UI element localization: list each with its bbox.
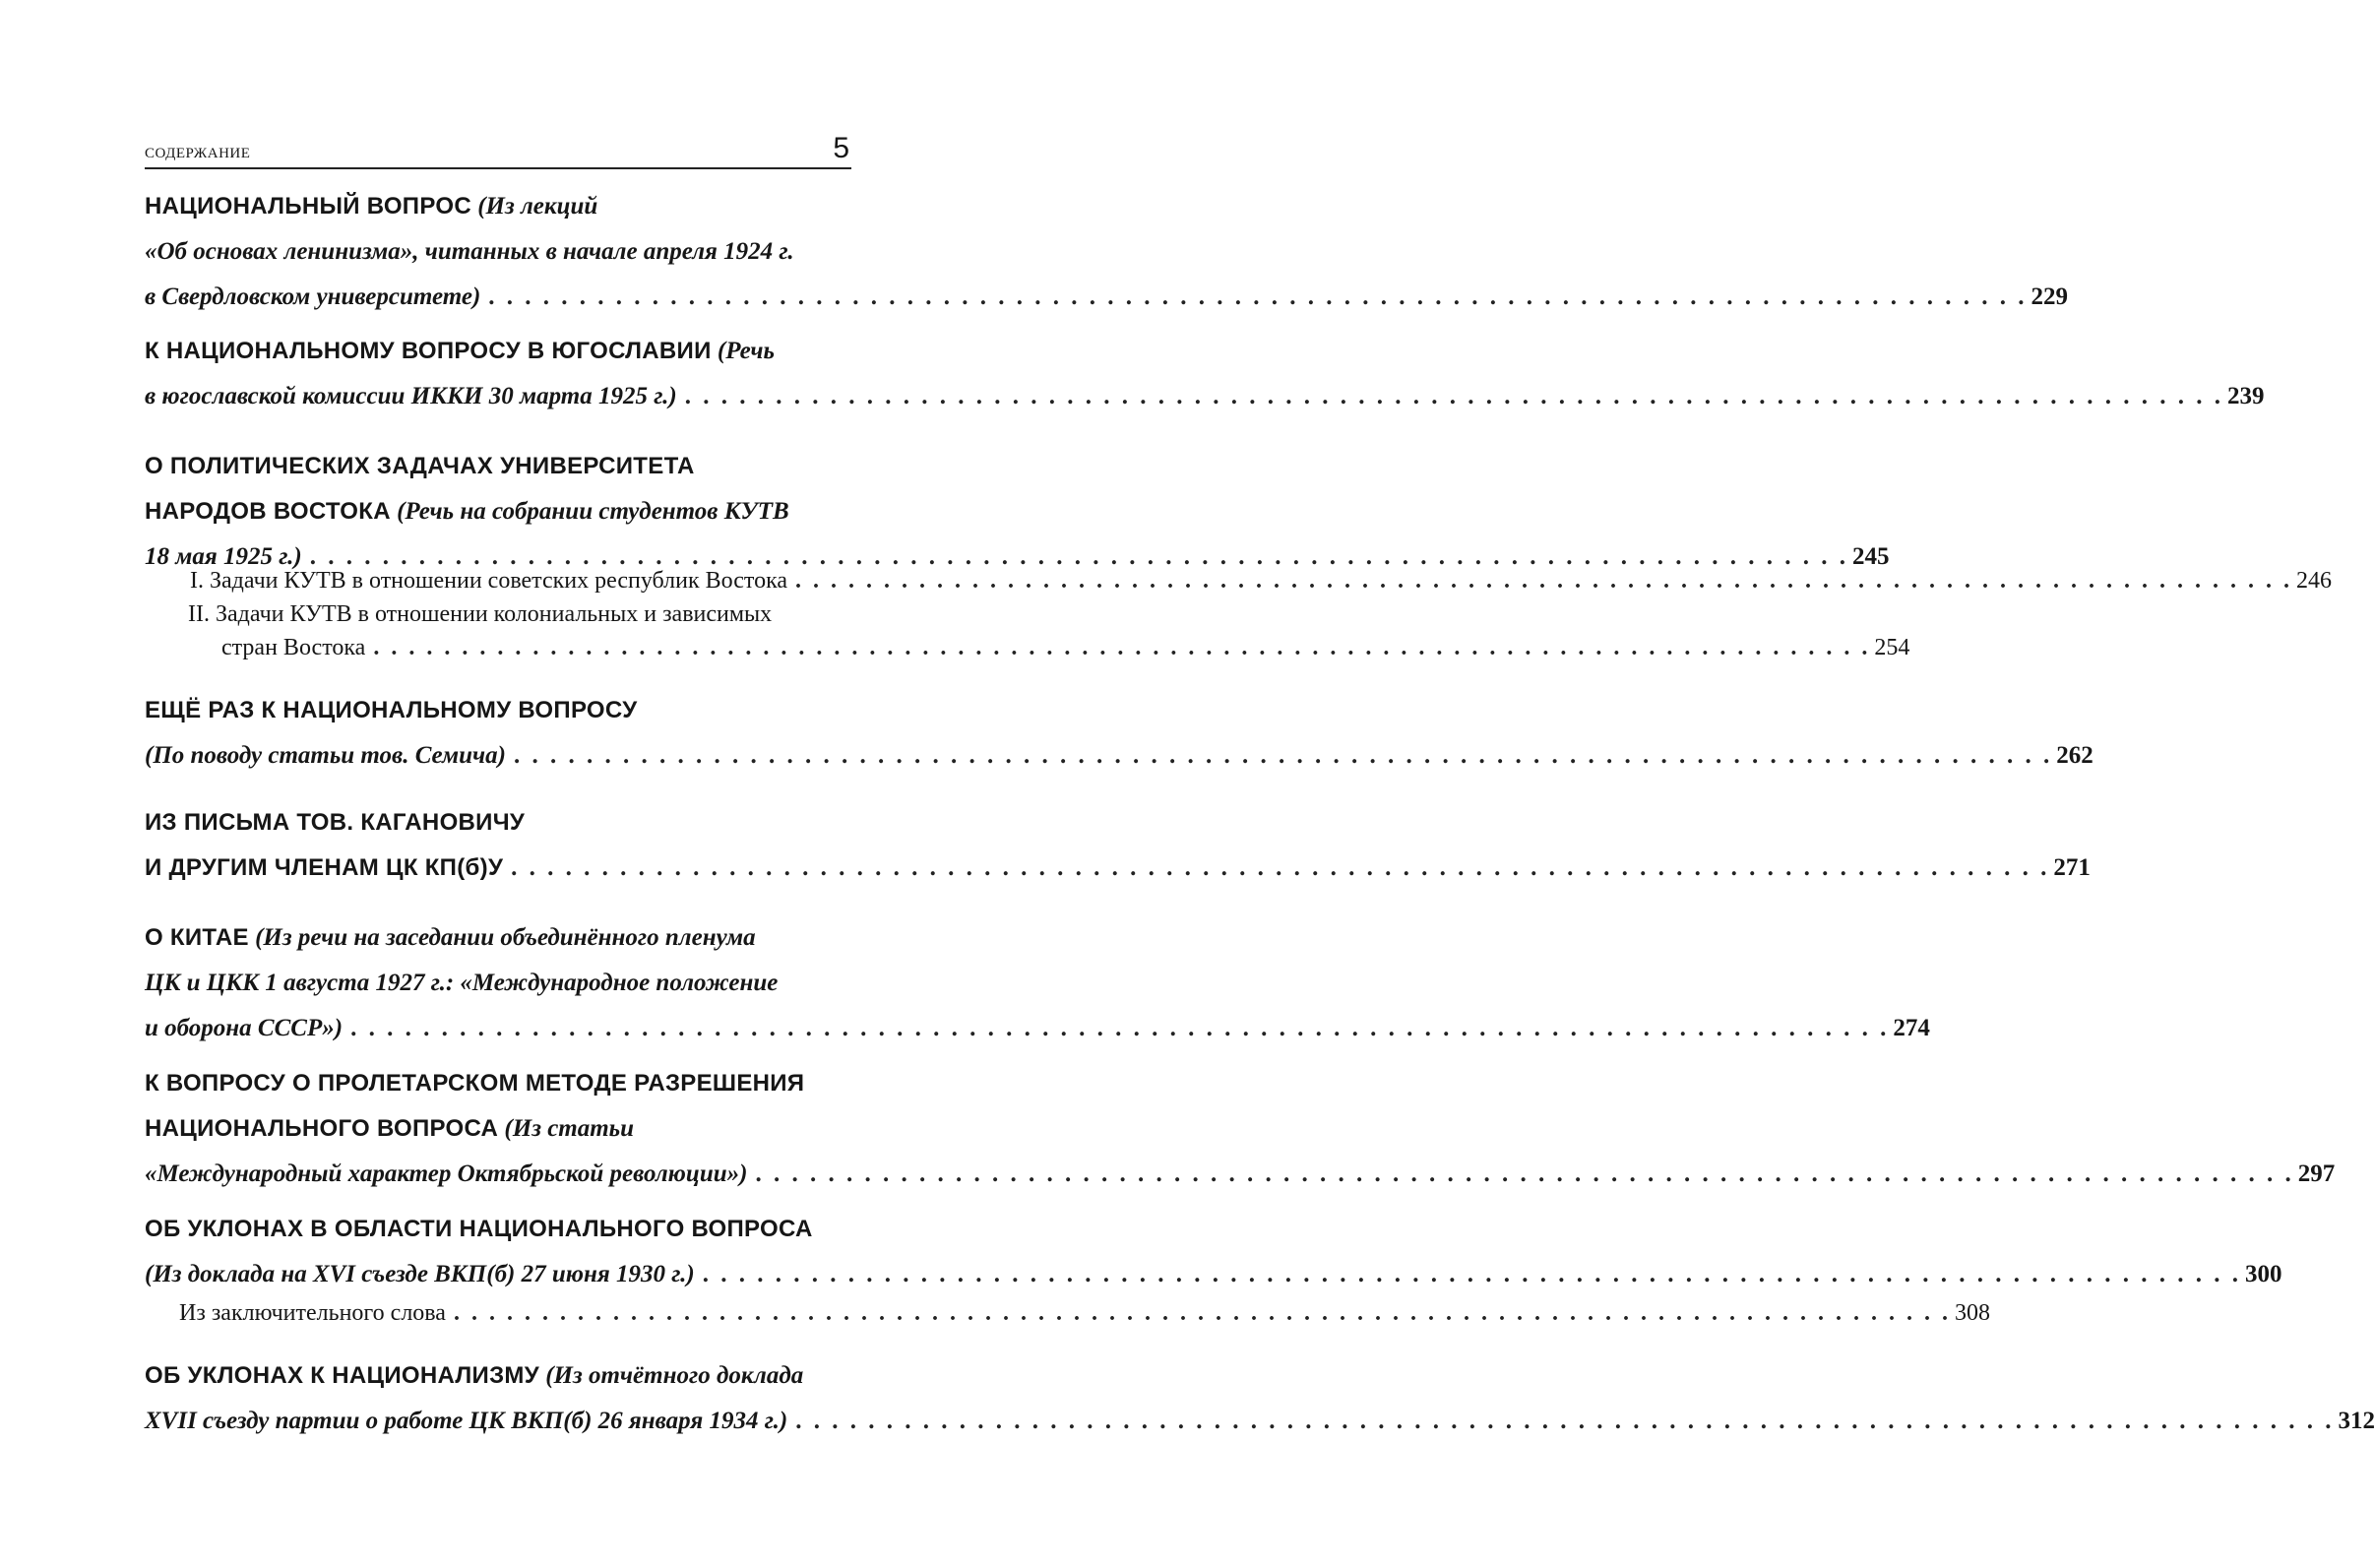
entry-heading: К ВОПРОСУ О ПРОЛЕТАРСКОМ МЕТОДЕ РАЗРЕШЕНИЯ — [145, 1070, 805, 1097]
entry-note: (По поводу статьи тов. Семича) — [145, 742, 507, 769]
entry-note: (Из речи на заседании объединённого пленума — [255, 924, 756, 951]
entry-heading: ЕЩЁ РАЗ К НАЦИОНАЛЬНОМУ ВОПРОСУ — [145, 697, 638, 723]
toc-entry[interactable] — [145, 329, 2265, 419]
entry-note: (Речь — [717, 338, 775, 364]
subentry-page: 254 — [1874, 635, 1910, 660]
entry-heading: О ПОЛИТИЧЕСКИХ ЗАДАЧАХ УНИВЕРСИТЕТА — [145, 453, 695, 479]
toc-entry[interactable] — [145, 800, 2091, 891]
subentry-text: Из заключительного слова — [179, 1300, 446, 1326]
dot-leader: . . . . . . . . . . . . . . . . . . . . . . . . . . . . . . . . . . . . . . . . . . . . . . . . . . . . . . . . . . . . . . . . . . . . . . . . . . . . . . . . . . . . . — [795, 568, 2293, 594]
toc-subentry[interactable] — [145, 597, 1910, 664]
entry-heading: НАЦИОНАЛЬНОГО ВОПРОСА — [145, 1115, 499, 1142]
subentry-text: I. Задачи КУТВ в отношении советских республик Востока — [190, 568, 788, 594]
dot-leader: . . . . . . . . . . . . . . . . . . . . . . . . . . . . . . . . . . . . . . . . . . . . . . . . . . . . . . . . . . . . . . . . . . . . . . . . . . . . . . . . . . . . . — [795, 1408, 2335, 1434]
dot-leader: . . . . . . . . . . . . . . . . . . . . . . . . . . . . . . . . . . . . . . . . . . . . . . . . . . . . . . . . . . . . . . . . . . . . . . . . . . . . . . . . . . . . . — [755, 1160, 2294, 1187]
entry-page: 262 — [2056, 742, 2094, 769]
dot-leader: . . . . . . . . . . . . . . . . . . . . . . . . . . . . . . . . . . . . . . . . . . . . . . . . . . . . . . . . . . . . . . . . . . . . . . . . . . . . . . . . . . . . . — [702, 1261, 2242, 1287]
running-header — [145, 132, 851, 169]
dot-leader: . . . . . . . . . . . . . . . . . . . . . . . . . . . . . . . . . . . . . . . . . . . . . . . . . . . . . . . . . . . . . . . . . . . . . . . . . . . . . . . . . . . . . — [309, 543, 1848, 570]
toc-entry[interactable] — [145, 444, 1890, 580]
entry-note: в югославской комиссии ИККИ 30 марта 1925 г.) — [145, 383, 677, 409]
dot-leader: . . . . . . . . . . . . . . . . . . . . . . . . . . . . . . . . . . . . . . . . . . . . . . . . . . . . . . . . . . . . . . . . . . . . . . . . . . . . . . . . . . . . . — [511, 854, 2050, 881]
dot-leader: . . . . . . . . . . . . . . . . . . . . . . . . . . . . . . . . . . . . . . . . . . . . . . . . . . . . . . . . . . . . . . . . . . . . . . . . . . . . . . . . . . . . . — [350, 1015, 1890, 1041]
subentry-text: стран Востока — [221, 635, 366, 660]
toc-entry[interactable] — [145, 1061, 2336, 1197]
entry-note: (Из статьи — [504, 1115, 635, 1142]
entry-heading: НАРОДОВ ВОСТОКА — [145, 498, 391, 525]
page-number: 5 — [833, 132, 849, 164]
entry-heading: И ДРУГИМ ЧЛЕНАМ ЦК КП(б)У — [145, 854, 504, 881]
entry-note: «Об основах ленинизма», читанных в начале апреля 1924 г. — [145, 238, 794, 265]
entry-note: (Из лекций — [477, 193, 598, 220]
entry-heading: НАЦИОНАЛЬНЫЙ ВОПРОС — [145, 193, 471, 220]
entry-page: 239 — [2226, 383, 2265, 409]
entry-heading: ОБ УКЛОНАХ В ОБЛАСТИ НАЦИОНАЛЬНОГО ВОПРОСА — [145, 1216, 813, 1242]
entry-page: 300 — [2245, 1261, 2282, 1287]
entry-note: (Речь на собрании студентов КУТВ — [397, 498, 789, 525]
entry-page: 312 — [2338, 1408, 2375, 1434]
entry-heading: ОБ УКЛОНАХ К НАЦИОНАЛИЗМУ — [145, 1362, 539, 1389]
entry-heading: К НАЦИОНАЛЬНОМУ ВОПРОСУ В ЮГОСЛАВИИ — [145, 338, 712, 364]
dot-leader: . . . . . . . . . . . . . . . . . . . . . . . . . . . . . . . . . . . . . . . . . . . . . . . . . . . . . . . . . . . . . . . . . . . . . . . . . . . . . . . . . . . . . — [453, 1300, 1951, 1326]
entry-note: в Свердловском университете) — [145, 283, 481, 310]
toc-entry[interactable] — [145, 184, 2069, 320]
entry-note: (Из доклада на XVI съезде ВКП(б) 27 июня 1930 г.) — [145, 1261, 695, 1287]
dot-leader: . . . . . . . . . . . . . . . . . . . . . . . . . . . . . . . . . . . . . . . . . . . . . . . . . . . . . . . . . . . . . . . . . . . . . . . . . . . . . . . . . . . . . — [488, 283, 2028, 310]
toc-entry[interactable] — [145, 915, 1930, 1051]
entry-note: 18 мая 1925 г.) — [145, 543, 302, 570]
entry-page: 297 — [2297, 1160, 2336, 1187]
entry-note: ЦК и ЦКК 1 августа 1927 г.: «Международное положение — [145, 970, 779, 996]
entry-heading: ИЗ ПИСЬМА ТОВ. КАГАНОВИЧУ — [145, 809, 526, 836]
entry-note: и оборона СССР») — [145, 1015, 344, 1041]
dot-leader: . . . . . . . . . . . . . . . . . . . . . . . . . . . . . . . . . . . . . . . . . . . . . . . . . . . . . . . . . . . . . . . . . . . . . . . . . . . . . . . . . . . . . — [373, 635, 1871, 660]
toc-subentry[interactable] — [145, 564, 2333, 597]
toc-entry[interactable] — [145, 1353, 2375, 1444]
entry-note: XVII съезду партии о работе ЦК ВКП(б) 26 января 1934 г.) — [145, 1408, 788, 1434]
entry-page: 229 — [2031, 283, 2069, 310]
subentry-text: II. Задачи КУТВ в отношении колониальных и зависимых — [188, 601, 773, 627]
subentry-page: 308 — [1954, 1300, 1990, 1326]
entry-page: 274 — [1893, 1015, 1930, 1041]
dot-leader: . . . . . . . . . . . . . . . . . . . . . . . . . . . . . . . . . . . . . . . . . . . . . . . . . . . . . . . . . . . . . . . . . . . . . . . . . . . . . . . . . . . . . — [684, 383, 2223, 409]
subentry-page: 246 — [2296, 568, 2333, 594]
entry-page: 245 — [1851, 543, 1890, 570]
toc-entry[interactable] — [145, 1207, 2282, 1297]
header-title: содержание — [145, 139, 251, 162]
entry-page: 271 — [2053, 854, 2091, 881]
entry-note: (Из отчётного доклада — [545, 1362, 804, 1389]
entry-heading: О КИТАЕ — [145, 924, 249, 951]
entry-note: «Международный характер Октябрьской революции») — [145, 1160, 748, 1187]
dot-leader: . . . . . . . . . . . . . . . . . . . . . . . . . . . . . . . . . . . . . . . . . . . . . . . . . . . . . . . . . . . . . . . . . . . . . . . . . . . . . . . . . . . . . — [514, 742, 2053, 769]
toc-entry[interactable] — [145, 688, 2094, 779]
toc-subentry[interactable] — [145, 1296, 1990, 1330]
